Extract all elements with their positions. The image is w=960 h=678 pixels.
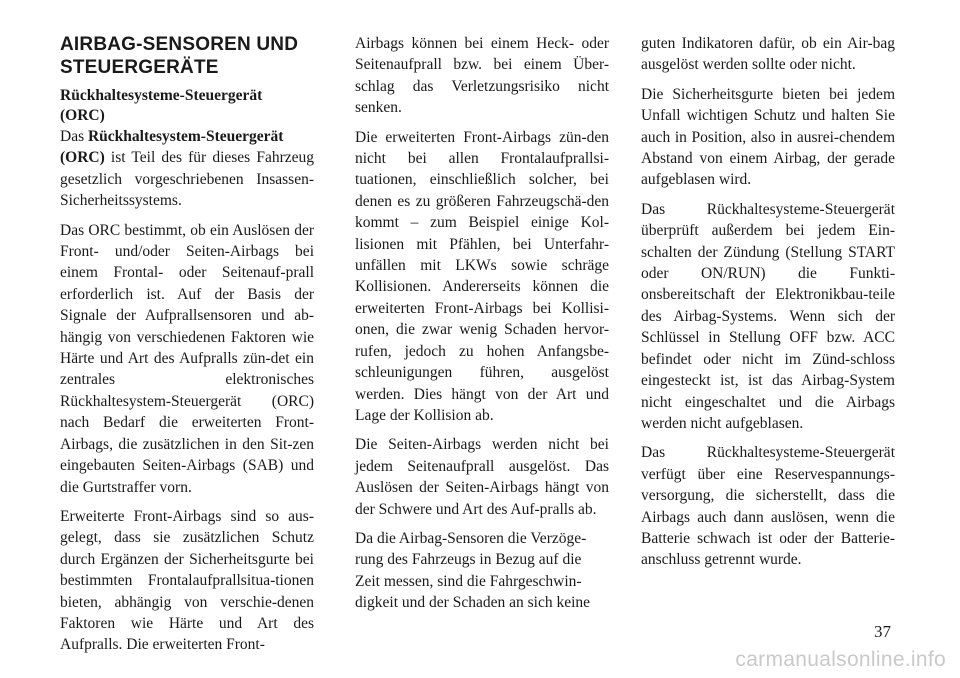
orc-intro-bold-abbr: (ORC): [60, 149, 105, 167]
paragraph-orc-intro: [60, 126, 314, 212]
paragraph-system-check: Das Rückhaltesysteme-Steuergerät überprüft außerdem bei jedem Ein-schalten der Zündung (Stellung START oder ON/RUN) die Funkti-onsbereitschaft der Elektronikbau-teile des Airbag-Systems. Wenn sich der Schlüssel in Stellung OFF bzw. ACC befindet oder nicht im Zünd-schloss eingesteckt ist, ist das Airbag-System nicht eingeschaltet und die Airbags werden nicht aufgeblasen.: [641, 200, 895, 432]
page-number: 37: [874, 622, 891, 641]
column-2: [355, 33, 609, 622]
paragraph-seatbelts: Die Sicherheitsgurte bieten bei jedem Unfall wichtigen Schutz und halten Sie auch in Position, also in ausrei-chendem Abstand von einem Airbag, der gerade aufgeblasen wird.: [641, 85, 895, 189]
subsection-title-line-2: (ORC): [60, 107, 105, 124]
paragraph-airbag-limits: Airbags können bei einem Heck- oder Seitenaufprall bzw. bei einem Über-schlag das Verletzungsrisiko nicht senken.: [355, 35, 609, 117]
watermark: carmanualsonline.info: [735, 648, 946, 671]
paragraph-orc-function: Das ORC bestimmt, ob ein Auslösen der Front- und/oder Seiten-Airbags bei einem Frontal- oder Seitenauf-prall erforderlich ist. Auf der Basis der Signale der Aufprallsensoren und ab-hängig von verschiedenen Faktoren wie Härte und Art des Aufpralls zün-det ein zentrales elektronisches Rückhaltesystem-Steuergerät (ORC) nach Bedarf die erweiterten Front-Airbags, die zusätzlichen in den Sit-zen eingebauten Seiten-Airbags (SAB) und die Gurtstraffer vorn.: [60, 221, 314, 496]
subsection-title: [60, 86, 314, 126]
paragraph-side-airbags: Die Seiten-Airbags werden nicht bei jedem Seitenaufprall ausgelöst. Das Auslösen der Seiten-Airbags hängt von der Schwere und Art des Auf-pralls ab.: [355, 436, 609, 518]
section-title-line-2: STEUERGERÄTE: [60, 57, 219, 78]
section-title-line-1: AIRBAG-SENSOREN UND: [60, 34, 299, 55]
paragraph-sensor-deceleration: Da die Airbag-Sensoren die Verzöge-rung des Fahrzeugs in Bezug auf die Zeit messen, sind die Fahrgeschwin-digkeit und der Schaden an sich keine: [355, 529, 591, 612]
subsection-title-line-1: Rückhaltesysteme-Steuergerät: [60, 87, 263, 104]
paragraph-indicators: guten Indikatoren dafür, ob ein Air-bag ausgelöst werden sollte oder nicht.: [641, 35, 895, 74]
paragraph-backup-power: Das Rückhaltesysteme-Steuergerät verfügt über eine Reservespannungs-versorgung, die sicherstellt, dass die Airbags auch dann auslösen, wenn die Batterie schwach ist oder der Batterie-anschluss getrennt wurde.: [641, 444, 895, 569]
orc-intro-rest: ist Teil des für dieses Fahrzeug gesetzlich vorgeschriebenen Insassen-Sicherheitssystems.: [60, 149, 314, 210]
column-3: [641, 33, 895, 579]
paragraph-front-airbag-deployment: Die erweiterten Front-Airbags zün-den nicht bei allen Frontalaufprallsi-tuationen, einschließlich solcher, bei denen es zu größeren Fahrzeugschä-den kommt – zum Beispiel einige Kol-lisionen mit Pfählen, bei Unterfahr-unfällen mit LKWs sowie schräge Kollisionen. Andererseits können die erweiterten Front-Airbags bei Kollisi-onen, die zwar wenig Schaden hervor-rufen, jedoch zu hohen Anfangsbe-schleunigungen führen, ausgelöst werden. Dies hängt von der Art und Lage der Kollision ab.: [355, 128, 609, 424]
column-1: [60, 33, 314, 664]
orc-intro-bold-name: Rückhaltesystem-Steuergerät: [87, 128, 284, 145]
section-title: [60, 33, 314, 79]
orc-intro-lead: Das: [60, 128, 88, 145]
paragraph-front-airbags: Erweiterte Front-Airbags sind so aus-gelegt, dass sie zusätzlichen Schutz durch Ergänzen der Sicherheitsgurte bei bestimmten Frontalaufprallsitua-tionen bieten, abhängig von verschie-denen Faktoren wie Härte und Art des Aufpralls. Die erweiterten Front-: [60, 507, 314, 654]
